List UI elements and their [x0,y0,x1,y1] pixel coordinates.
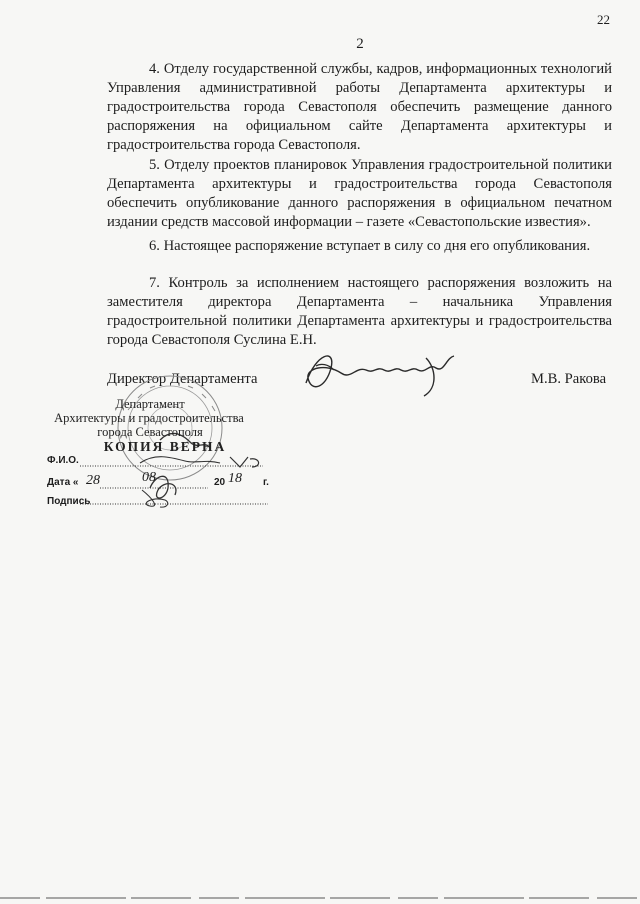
stamp-date-year-prefix: 20 [214,477,226,488]
signatory-title: Директор Департамента [107,371,258,387]
paragraph-7: 7. Контроль за исполнением настоящего распоряжения возложить на заместителя директора Департамента – начальника Управления градостроительной политики Департамента архитектуры и градостроительства города Севастополя Суслина Е.Н. [107,275,612,348]
stamp-fio-label: Ф.И.О. [47,455,79,466]
stamp-sign-label: Подпись [47,496,91,507]
stamp-sign-underline [80,488,270,508]
page-number: 2 [356,36,364,52]
stamp-fio-underline [80,455,265,469]
sheet-number: 22 [597,12,610,27]
stamp-date-month: 08 [142,470,156,485]
stamp-department-label: Департамент [115,397,185,411]
paragraph-5: 5. Отделу проектов планировок Управления градостроительной политики Департамента архитектуры и градостроительства города Севастополя обеспечить опубликование данного распоряжения в официальном печатном издании средств массовой информации – газете «Севастопольские известия». [107,157,612,230]
stamp-date-suffix: г. [263,477,269,488]
page-bottom-edge [0,897,640,899]
stamp-date-day: 28 [86,473,100,488]
handwritten-signature [296,348,466,398]
signatory-name: М.В. Ракова [531,371,607,387]
stamp-copy-certified: КОПИЯ ВЕРНА [103,439,227,454]
paragraph-4: 4. Отделу государственной службы, кадров, информационных технологий Управления административной работы Департамента архитектуры и градостроительства города Севастополя обеспечить размещение данного распоряжения на официальном сайте Департамента архитектуры и градостроительства города Севастополя. [107,61,612,153]
stamp-department-name: Архитектуры и градостроительства [54,411,244,425]
stamp-date-label: Дата « [47,477,79,488]
paragraph-6: 6. Настоящее распоряжение вступает в силу со дня его опубликования. [149,238,591,254]
stamp-city: города Севастополя [97,425,203,439]
stamp-date-year: 18 [228,471,242,486]
